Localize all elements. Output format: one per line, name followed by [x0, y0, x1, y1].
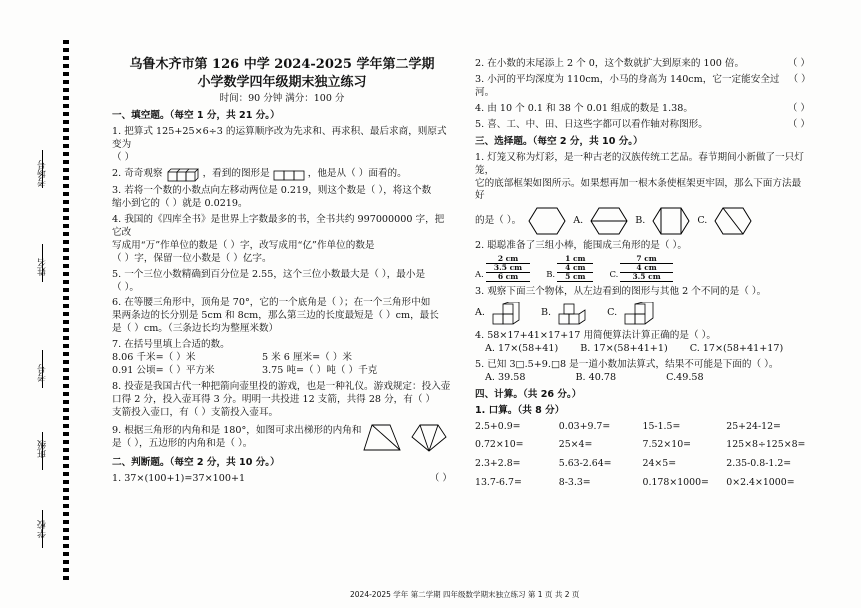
exam-subtitle: 小学数学四年级期末独立练习	[197, 75, 367, 91]
exam-meta: 时间：90 分钟 满分：100 分	[219, 93, 345, 105]
question-6	[112, 297, 452, 336]
calc-item[interactable]: 0.178×1000=	[642, 476, 709, 488]
calc-item[interactable]: 2.3+2.8=	[475, 457, 521, 469]
option-c-label[interactable]: C.	[697, 214, 708, 226]
option-label: C.	[609, 270, 619, 281]
choice-2	[475, 240, 810, 282]
option-b[interactable]: B. 17×(58+41+1)	[580, 342, 668, 354]
question-7	[112, 339, 452, 378]
question-text: 3. 小河的平均深度为 110cm，小马的身高为 140cm，它一定能安全过河。	[475, 73, 780, 98]
question-text: 支箭投入壶口，有（ ）支箭投入壶耳。	[112, 406, 279, 418]
option-c[interactable]: C.49.58	[666, 371, 704, 383]
question-text: 3. 若将一个数的小数点向左移动两位是 0.219，则这个数是（ ），将这个数	[112, 184, 432, 196]
section-true-false: 二、判断题。（每空 2 分，共 10 分。）	[112, 456, 280, 468]
binding-margin	[0, 0, 80, 608]
answer-blank[interactable]: （ ）	[787, 118, 810, 130]
stick-length: 6 cm	[486, 273, 530, 282]
question-text: 5. 已知 3□.5+9.□8 是一道小数加法算式，结果不可能是下面的（ ）。	[475, 358, 779, 370]
question-text: 2. 聪聪准备了三组小棒，能围成三角形的是（ ）。	[475, 240, 687, 252]
calc-item[interactable]: 7.52×10=	[642, 439, 692, 451]
option-c-label[interactable]: C.	[607, 307, 618, 319]
question-text: 2. 奇奇观察	[112, 168, 163, 180]
calc-item[interactable]: 2.5+0.9=	[475, 420, 521, 432]
choice-5	[475, 359, 810, 385]
stick-length: 3.5 cm	[620, 273, 672, 282]
choice-3-options	[475, 302, 810, 326]
conversion-item: 0.91 公顷=（ ）平方米	[112, 365, 215, 377]
stick-length: 3.5 cm	[486, 264, 530, 273]
answer-blank[interactable]: （ ）	[788, 73, 811, 85]
trapezoid-pentagon-figure	[362, 423, 448, 453]
oral-calc-title: 1. 口算。（共 8 分）	[475, 404, 565, 416]
question-text: ，他是从（ ）面看的。	[307, 168, 407, 180]
judge-4	[475, 103, 810, 116]
answer-blank[interactable]: （ ）	[112, 152, 135, 163]
view-figure	[273, 169, 305, 181]
question-text: 2. 在小数的末尾添上 2 个 0，这个数就扩大到原来的 100 倍。	[475, 58, 745, 69]
question-2	[112, 168, 452, 182]
option-c-figure[interactable]	[713, 206, 753, 236]
calc-item[interactable]: 0.72×10=	[475, 439, 524, 451]
right-column	[475, 58, 810, 489]
stick-option-c[interactable]	[609, 255, 672, 282]
label-school: 学校	[38, 520, 48, 538]
calc-item[interactable]: 2.35-0.8-1.2=	[726, 457, 792, 469]
exam-title: 乌鲁木齐市第 126 中学 2024-2025 学年第二学期	[129, 57, 435, 72]
question-text: 是（ ），五边形的内角和是（ ）。	[112, 437, 253, 449]
cube-object-a[interactable]	[491, 302, 525, 326]
question-text: 6. 在等腰三角形中，顶角是 70°，它的一个底角是（ ）；在一个三角形中如	[112, 297, 431, 309]
question-9	[112, 423, 452, 453]
calc-item[interactable]: 25+24-12=	[726, 420, 781, 432]
option-b-figure[interactable]	[651, 206, 691, 236]
calc-item[interactable]: 15-1.5=	[642, 420, 681, 432]
question-text: 3. 观察下面三个物体，从左边看到的图形与其他 2 个不同的是（ ）。	[475, 285, 767, 297]
label-class: 班级	[38, 440, 48, 458]
answer-blank[interactable]: （ ）	[787, 58, 810, 69]
calc-item[interactable]: 24×5=	[642, 457, 677, 469]
calc-item[interactable]: 125×8÷125×8=	[726, 439, 806, 451]
calc-item[interactable]: 5.63-2.64=	[558, 457, 612, 469]
question-text: 是（ ）cm。（三条边长均为整厘米数）	[112, 323, 279, 335]
calc-item[interactable]: 8-3.3=	[558, 476, 591, 488]
stick-option-b[interactable]	[546, 255, 593, 282]
question-text: 4. 58×17+41×17+17 用简便算法计算正确的是（ ）。	[475, 329, 717, 341]
lantern-frame-figure	[527, 206, 567, 236]
calc-item[interactable]: 25×4=	[558, 439, 593, 451]
judge-3	[475, 74, 810, 100]
stick-option-a[interactable]	[475, 255, 530, 282]
conversion-item: 5 米 6 厘米=（ ）米	[262, 352, 353, 364]
question-8	[112, 381, 452, 420]
label-name: 姓名	[38, 258, 48, 276]
question-text: 1. 37×(100+1)=37×100+1	[112, 472, 246, 484]
cube-stack-figure	[166, 168, 200, 182]
question-text: 4. 我国的《四库全书》是世界上字数最多的书，全书共约 997000000 字，把它改	[112, 213, 445, 238]
question-text: 的是（ ）。	[475, 214, 522, 226]
question-text: 口得 2 分，投入壶耳得 3 分。明明一共投进 12 支箭，共得 28 分，有（ ）	[112, 394, 436, 405]
question-text: 7. 在括号里填上合适的数。	[112, 339, 230, 351]
option-a-figure[interactable]	[589, 206, 629, 236]
page-footer: 2024-2025 学年 第二学期 四年级数学期末独立练习 第 1 页 共 2 页	[350, 590, 580, 599]
question-text: 8. 投壶是我国古代一种把箭向壶里投的游戏，也是一种礼仪。游戏规定：投入壶	[112, 381, 451, 393]
question-text: （ ）。	[112, 281, 140, 293]
calc-item[interactable]: 0.03+9.7=	[558, 420, 611, 432]
section-calculation: 四、计算。（共 26 分。）	[475, 388, 582, 400]
section-fill-in: 一、填空题。（每空 1 分，共 21 分。）	[112, 110, 280, 122]
answer-blank[interactable]: （ ）	[787, 102, 810, 114]
option-label: B.	[546, 270, 556, 281]
option-b-label[interactable]: B.	[540, 307, 552, 319]
choice-1-options	[475, 206, 810, 236]
option-c[interactable]: C. 17×(58+41+17)	[689, 342, 784, 354]
oral-calc-grid	[475, 421, 810, 490]
stick-length: 5 cm	[557, 273, 593, 282]
choice-3	[475, 286, 810, 326]
stick-length: 7 cm	[620, 255, 672, 264]
judge-1	[112, 473, 452, 486]
choice-1	[475, 152, 810, 237]
question-text: 果两条边的长分别是 5cm 和 8cm，那么第三边的长度最短是（ ）cm，最长	[112, 310, 439, 322]
question-text: 缩小到它的（ ）就是 0.0219。	[112, 197, 248, 209]
question-text: 5. 喜、工、中、田、日这些字都可以看作轴对称图形。	[475, 118, 708, 130]
question-text: 1. 把算式 125+25×6÷3 的运算顺序改为先求和、再求积、最后求商，则原式变为	[112, 126, 447, 151]
left-column	[112, 56, 452, 489]
question-text: 1. 灯笼又称为灯彩，是一种古老的汉族传统工艺品。春节期间小新做了一只灯笼，	[475, 151, 804, 176]
section-choice: 三、选择题。（每空 2 分，共 10 分。）	[475, 135, 643, 147]
question-text: ，看到的图形是	[202, 168, 270, 180]
calc-item[interactable]: 0×2.4×1000=	[726, 476, 795, 488]
option-a[interactable]: A. 39.58	[485, 371, 526, 383]
question-text: 5. 一个三位小数精确到百分位是 2.55，这个三位小数最大是（ ），最小是	[112, 268, 426, 280]
question-text: （ ）字，保留一位小数是（ ）亿字。	[112, 252, 272, 264]
question-1	[112, 126, 452, 165]
conversion-item: 8.06 千米=（ ）米	[112, 352, 196, 364]
question-text: 4. 由 10 个 0.1 和 38 个 0.01 组成的数是 1.38。	[475, 102, 693, 114]
judge-5	[475, 119, 810, 132]
question-text: 9. 根据三角形的内角和是 180°，如图可求出梯形的内角和	[112, 424, 362, 436]
option-a[interactable]: A. 17×(58+41)	[485, 342, 559, 354]
answer-blank[interactable]: （ ）	[429, 472, 452, 484]
option-a-label[interactable]: A.	[573, 214, 584, 226]
question-text: 它的底部框架如图所示。如果想再加一根木条使框架更牢固，那么下面方法最好	[475, 177, 802, 202]
option-label: A.	[475, 270, 484, 281]
option-b[interactable]: B. 40.78	[575, 371, 617, 383]
perforation-dots	[63, 40, 69, 580]
label-exam-number: 考号	[38, 364, 48, 382]
stick-length: 2 cm	[486, 255, 530, 264]
label-exam-room: 考场号	[38, 160, 48, 187]
stick-length: 4 cm	[557, 264, 593, 273]
conversion-item: 3.75 吨=（ ）吨（ ）千克	[262, 365, 378, 377]
question-3	[112, 185, 452, 211]
cube-object-c[interactable]	[623, 302, 657, 326]
stick-length: 1 cm	[557, 255, 593, 264]
option-b-label[interactable]: B.	[635, 214, 646, 226]
stick-length: 4 cm	[620, 264, 672, 273]
question-4	[112, 214, 452, 266]
question-text: 写成用“万”作单位的数是（ ）字，改写成用“亿”作单位的数是	[112, 239, 375, 251]
judge-2	[475, 58, 810, 71]
question-5	[112, 269, 452, 295]
stick-options	[475, 255, 810, 282]
calc-item[interactable]: 13.7-6.7=	[475, 476, 522, 488]
option-a-label[interactable]: A.	[475, 307, 485, 319]
choice-4	[475, 330, 810, 356]
cube-object-b[interactable]	[557, 302, 591, 326]
